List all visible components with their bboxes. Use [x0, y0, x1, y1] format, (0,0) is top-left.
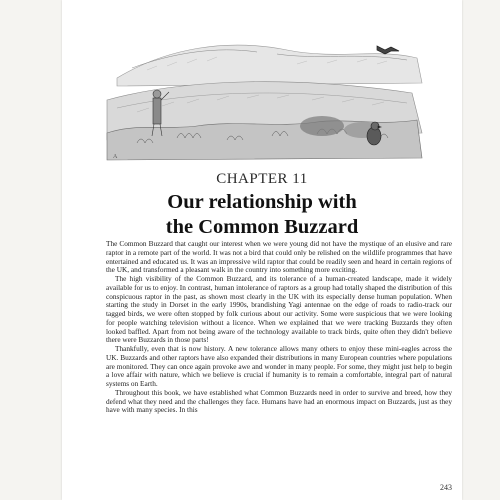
chapter-title-line1: Our relationship with — [167, 191, 357, 213]
chapter-label: CHAPTER 11 — [216, 171, 308, 187]
paragraph: The Common Buzzard that caught our interest when we were young did not have the mystique of an elusive and rare raptor in a remote part of the world. It was not a bird that could only be relished on the wildlife programmes that have entertained and educated us. It was an impressive wild raptor that could be readily seen and heard in certain regions of the UK, and transformed a pleasant walk in the country into something more exciting. — [106, 239, 452, 275]
chapter-title — [62, 190, 462, 240]
chapter-title-line2: the Common Buzzard — [165, 216, 359, 238]
paragraph: Thankfully, even that is now history. A new tolerance allows many others to enjoy these mini-eagles across the UK. Buzzards and other raptors have also expanded their distributions in many European countries where populations are monitored. They can once again provoke awe and wonder in many people. For some, they might just help to begin a love affair with nature, which we believe is crucial if humanity is to remain a comfortable, integral part of natural systems on Earth. — [106, 344, 452, 388]
page-number: 243 — [440, 483, 452, 492]
svg-text:A: A — [113, 154, 118, 160]
chapter-illustration — [77, 8, 447, 166]
paragraph: Throughout this book, we have established what Common Buzzards need in order to survive and breed, how they defend what they need and the challenges they face. Humans have had an enormous impact on Buzzards, just as they have with many species. In this — [106, 387, 452, 415]
book-page — [62, 0, 462, 500]
paragraph: The high visibility of the Common Buzzard, and its tolerance of a human-created landscape, made it widely available for us to enjoy. In contrast, human intolerance of raptors as a group had totally shaped the distribution of this conspicuous raptor in the past, as shown most clearly in the UK with its especially dense human population. When starting the study in Dorset in the early 1990s, brandishing Yagi antennae on the edge of roads to radio-track our tagged birds, we were often stopped by folk curious about our activity. Some were suspicious that we were looking for people watching television without a licence. When we explained that we were tracking Buzzards they often looked baffled. Apart from not being aware of the technology available to track birds, quite often they didn't believe there were Buzzards in those parts! — [106, 274, 452, 345]
chapter-body-text — [106, 240, 452, 415]
